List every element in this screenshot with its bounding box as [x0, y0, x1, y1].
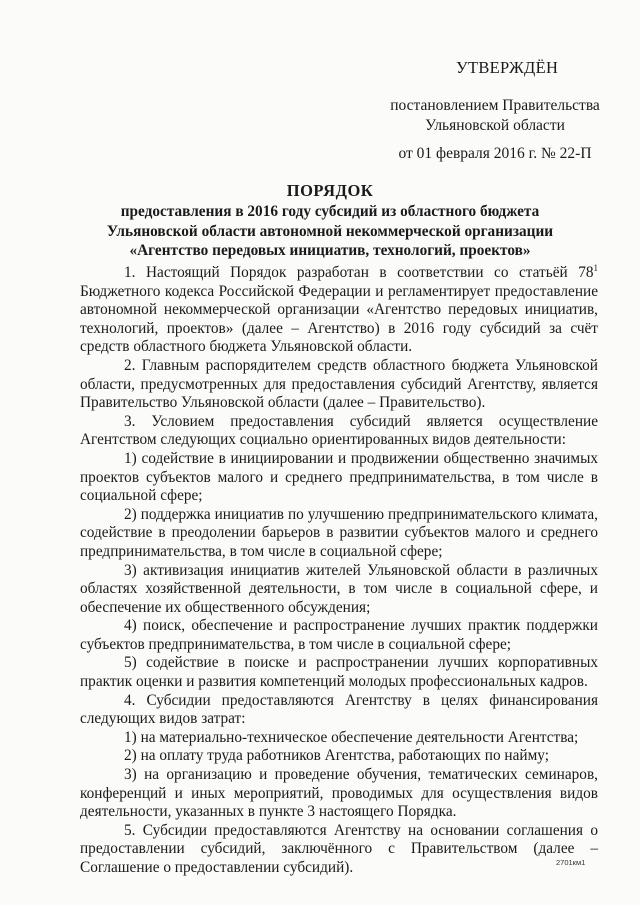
approval-stamp-title: УТВЕРЖДЁН: [456, 58, 559, 77]
paragraph-3-item-1: 1) содействие в инициировании и продвижении общественно значимых проектов субъектов малого и среднего предпринимательства, в том числе в социальной сфере;: [80, 449, 598, 505]
approval-line-2: Ульяновской области: [425, 117, 565, 134]
approval-line-1: постановлением Правительства: [390, 97, 600, 114]
paragraph-4-item-1: 1) на материально-техническое обеспечение деятельности Агентства;: [124, 728, 579, 746]
title-main: ПОРЯДОК: [286, 181, 374, 200]
paragraph-4: 4. Субсидии предоставляются Агентству в целях финансирования следующих видов затрат:: [80, 691, 598, 728]
approval-line-3: от 01 февраля 2016 г. № 22-П: [398, 145, 592, 162]
article-superscript: 1: [593, 262, 598, 273]
paragraph-3-item-4: 4) поиск, обеспечение и распространение лучших практик поддержки субъектов предпринимательства, в том числе в социальной сфере;: [80, 617, 598, 653]
paragraph-2: 2. Главным распорядителем средств областного бюджета Ульяновской области, предусмотренных для предоставления субсидий Агентству, является Правительство Ульяновской области (далее – Правительство).: [80, 356, 598, 412]
title-sub-1: предоставления в 2016 году субсидий из областного бюджета: [120, 203, 540, 220]
paragraph-3: 3. Условием предоставления субсидий является осуществление Агентством следующих социально ориентированных видов деятельности:: [80, 412, 598, 449]
paragraph-1-start: 1. Настоящий Порядок разработан в соответствии со статьёй 78: [124, 264, 594, 281]
paragraph-5: 5. Субсидии предоставляются Агентству на основании соглашения о предоставлении субсидий, заключённого с Правительством (далее – Соглашение о предоставлении субсидий).: [80, 821, 598, 876]
paragraph-4-item-3: 3) на организацию и проведение обучения, тематических семинаров, конференций и иных мероприятий, проводимых для осуществления видов деятельности, указанных в пункте 3 настоящего Порядка.: [80, 766, 598, 821]
approval-block: [380, 96, 610, 164]
paragraph-3-item-2: 2) поддержка инициатив по улучшению предпринимательского климата, содействие в преодолении барьеров в развитии субъектов малого и среднего предпринимательства, в том числе в социальной сфере;: [80, 505, 598, 560]
footer-code: 2701км1: [556, 858, 586, 867]
title-sub-2: Ульяновской области автономной некоммерческой организации: [106, 222, 554, 240]
paragraph-1: [80, 264, 598, 357]
paragraph-3-item-3: 3) активизация инициатив жителей Ульяновской области в различных областях хозяйственной деятельности, в том числе в социальной сфере, и обеспечение их общественного обсуждения;: [80, 561, 598, 616]
paragraph-4-item-2: 2) на оплату труда работников Агентства, работающих по найму;: [124, 747, 549, 765]
paragraph-3-item-5: 5) содействие в поиске и распространении лучших корпоративных практик оценки и развития компетенций молодых профессиональных кадров.: [80, 654, 598, 691]
document-title: [60, 180, 600, 261]
title-sub-3: «Агентство передовых инициатив, технологий, проектов»: [129, 242, 531, 259]
document-body: [80, 264, 598, 878]
paragraph-1-end: Бюджетного кодекса Российской Федерации и регламентирует предоставление автономной некоммерческой организации «Агентство передовых инициатив, технологий, проектов» (далее – Агентство) в 2016 году субсидий за счёт средств областного бюджета Ульяновской области.: [80, 282, 598, 356]
